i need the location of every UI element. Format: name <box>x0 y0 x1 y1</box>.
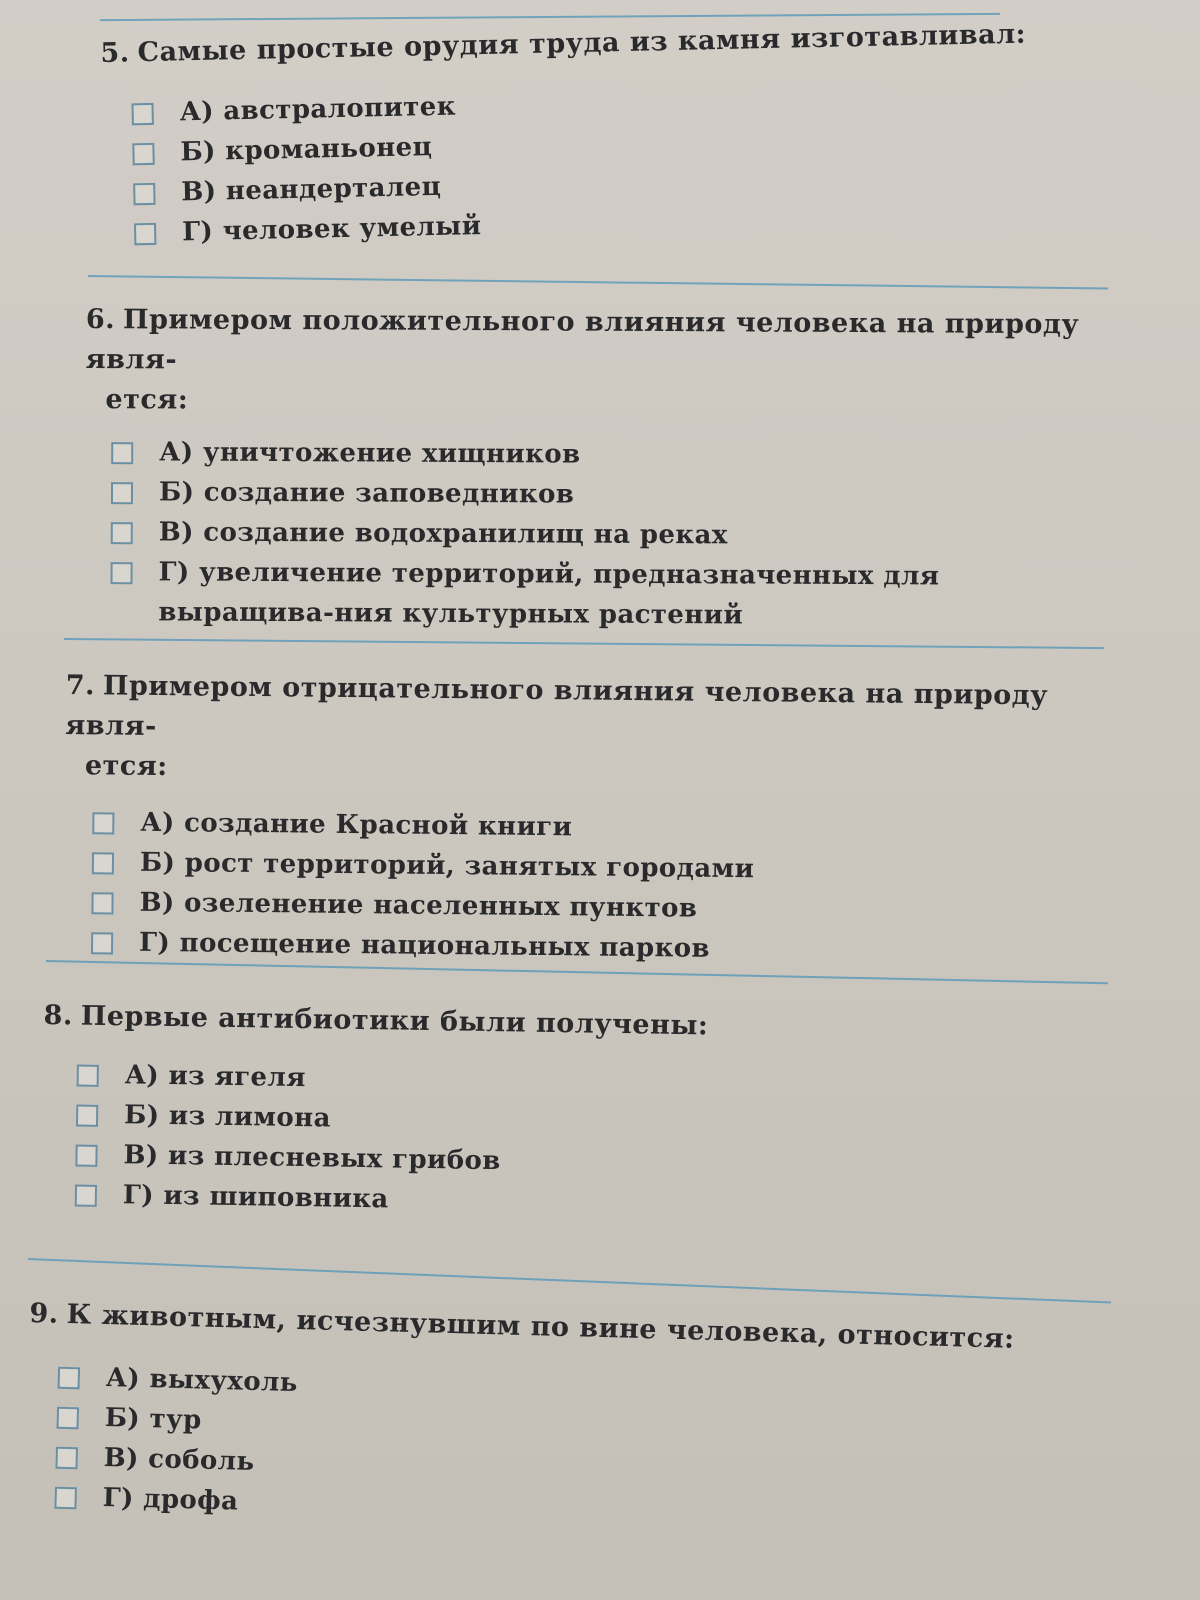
checkbox[interactable] <box>111 442 133 464</box>
question-number: 5. <box>100 37 130 69</box>
checkbox[interactable] <box>134 223 156 245</box>
question-number: 9. <box>29 1297 60 1330</box>
question-8 <box>41 996 1104 1231</box>
question-number: 6. <box>85 303 116 336</box>
question-line-1: Примером отрицательного влияния человека на природу явля- <box>65 670 1049 742</box>
divider <box>28 1258 1111 1304</box>
checkbox[interactable] <box>91 892 113 914</box>
checkbox[interactable] <box>92 852 114 874</box>
question-text <box>65 666 1126 797</box>
question-number: 8. <box>43 999 74 1032</box>
option-label: Г) посещение национальных парков <box>138 927 711 964</box>
question-7 <box>63 666 1126 973</box>
option-label: В) озеленение населенных пунктов <box>139 887 698 924</box>
checkbox[interactable] <box>91 932 113 954</box>
question-text <box>29 1294 1090 1362</box>
option-label: А) австралопитек <box>179 91 457 128</box>
checkbox[interactable] <box>77 1065 99 1087</box>
checkbox[interactable] <box>54 1487 77 1510</box>
checkbox[interactable] <box>111 562 133 584</box>
answer-option-d[interactable] <box>110 552 1144 637</box>
question-9 <box>24 1294 1089 1544</box>
checkbox[interactable] <box>111 482 133 504</box>
option-label: Б) кроманьонец <box>180 132 433 168</box>
question-line-1: Примером положительного влияния человека на природу явля- <box>85 304 1080 376</box>
checkbox[interactable] <box>75 1145 97 1167</box>
checkbox[interactable] <box>131 103 153 125</box>
option-label: В) из плесневых грибов <box>123 1140 501 1177</box>
option-label: А) уничтожение хищников <box>159 437 581 470</box>
option-label: А) выхухоль <box>105 1363 299 1399</box>
question-line-1: Самые простые орудия труда из камня изготавливал: <box>137 18 1027 69</box>
option-label: Б) создание заповедников <box>158 477 575 510</box>
option-label: Г) увеличение территорий, предназначенных для выращива-ния культурных растений <box>158 557 940 631</box>
checkbox[interactable] <box>111 522 133 544</box>
checkbox[interactable] <box>55 1447 78 1470</box>
question-text <box>85 300 1146 426</box>
question-6 <box>84 300 1146 638</box>
checkbox[interactable] <box>92 812 114 834</box>
checkbox[interactable] <box>133 183 155 205</box>
answer-option-b[interactable] <box>111 472 1145 517</box>
answer-option-a[interactable] <box>111 432 1145 477</box>
option-label: В) создание водохранилищ на реках <box>158 517 728 551</box>
question-line-1: Первые антибиотики были получены: <box>80 1000 709 1042</box>
checkbox[interactable] <box>58 1367 81 1390</box>
option-label: А) из ягеля <box>124 1060 307 1094</box>
question-line-2: ется: <box>105 384 189 416</box>
answer-options <box>41 1054 1103 1231</box>
option-label: Г) человек умелый <box>181 211 482 248</box>
checkbox[interactable] <box>132 143 154 165</box>
checkbox[interactable] <box>56 1407 79 1430</box>
answer-options <box>101 72 1164 254</box>
question-text <box>43 996 1103 1053</box>
option-label: В) соболь <box>103 1442 255 1477</box>
answer-options <box>63 802 1125 973</box>
option-label: Г) из шиповника <box>122 1180 389 1215</box>
checkbox[interactable] <box>75 1185 97 1207</box>
option-label: В) неандерталец <box>181 171 442 208</box>
answer-options <box>84 432 1145 638</box>
question-5 <box>100 12 1164 254</box>
answer-options <box>24 1356 1088 1544</box>
question-number: 7. <box>65 669 96 702</box>
option-label: Б) из лимона <box>123 1100 332 1134</box>
option-label: Г) дрофа <box>102 1482 239 1517</box>
answer-option-c[interactable] <box>111 512 1145 557</box>
question-line-2: ется: <box>84 750 168 783</box>
checkbox[interactable] <box>76 1105 98 1127</box>
option-label: Б) рост территорий, занятых городами <box>139 847 755 885</box>
divider <box>88 275 1108 289</box>
question-text <box>100 12 1161 74</box>
option-label: Б) тур <box>104 1403 203 1436</box>
divider <box>64 638 1104 649</box>
question-line-1: К животным, исчезнувшим по вине человека, относится: <box>66 1298 1015 1355</box>
option-label: А) создание Красной книги <box>140 807 573 843</box>
